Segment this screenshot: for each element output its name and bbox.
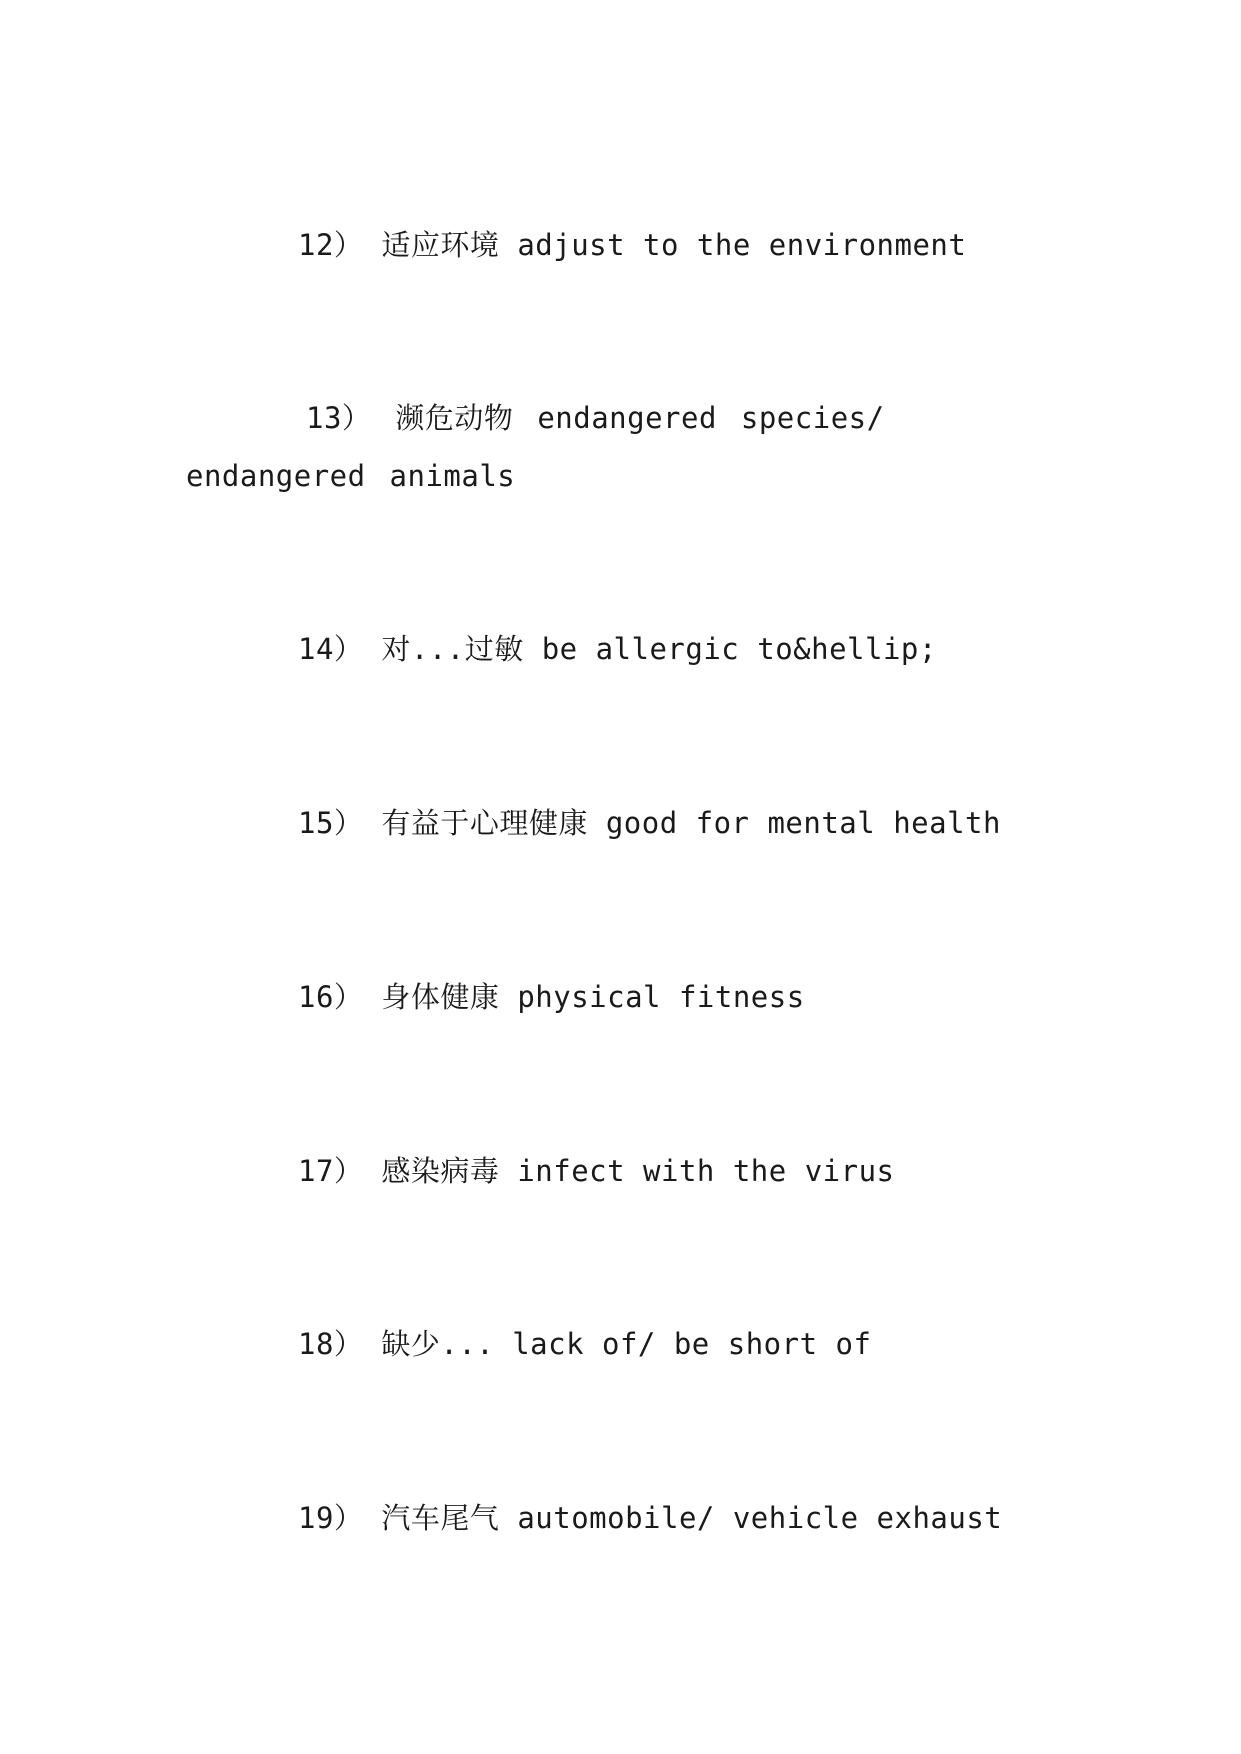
entry-text: 15） 有益于心理健康 good for mental health	[298, 806, 1001, 840]
vocab-entry-12	[298, 216, 966, 274]
entry-text: 14） 对...过敏 be allergic to&hellip;	[298, 632, 937, 666]
entry-text: 13） 濒危动物 endangered species/ endangered animals	[186, 401, 885, 493]
vocab-entry-14	[298, 620, 937, 678]
entry-text: 19） 汽车尾气 automobile/ vehicle exhaust	[298, 1501, 1003, 1535]
entry-text: 18） 缺少... lack of/ be short of	[298, 1327, 872, 1361]
entry-text: 16） 身体健康 physical fitness	[298, 980, 805, 1014]
vocab-entry-17	[298, 1142, 895, 1200]
vocab-entry-16	[298, 968, 805, 1026]
entry-text: 17） 感染病毒 infect with the virus	[298, 1154, 895, 1188]
vocab-entry-19	[298, 1489, 1002, 1547]
vocab-entry-15	[298, 794, 1001, 852]
vocab-entry-13	[186, 389, 1056, 505]
vocab-entry-18	[298, 1315, 871, 1373]
entry-text: 12） 适应环境 adjust to the environment	[298, 228, 967, 262]
